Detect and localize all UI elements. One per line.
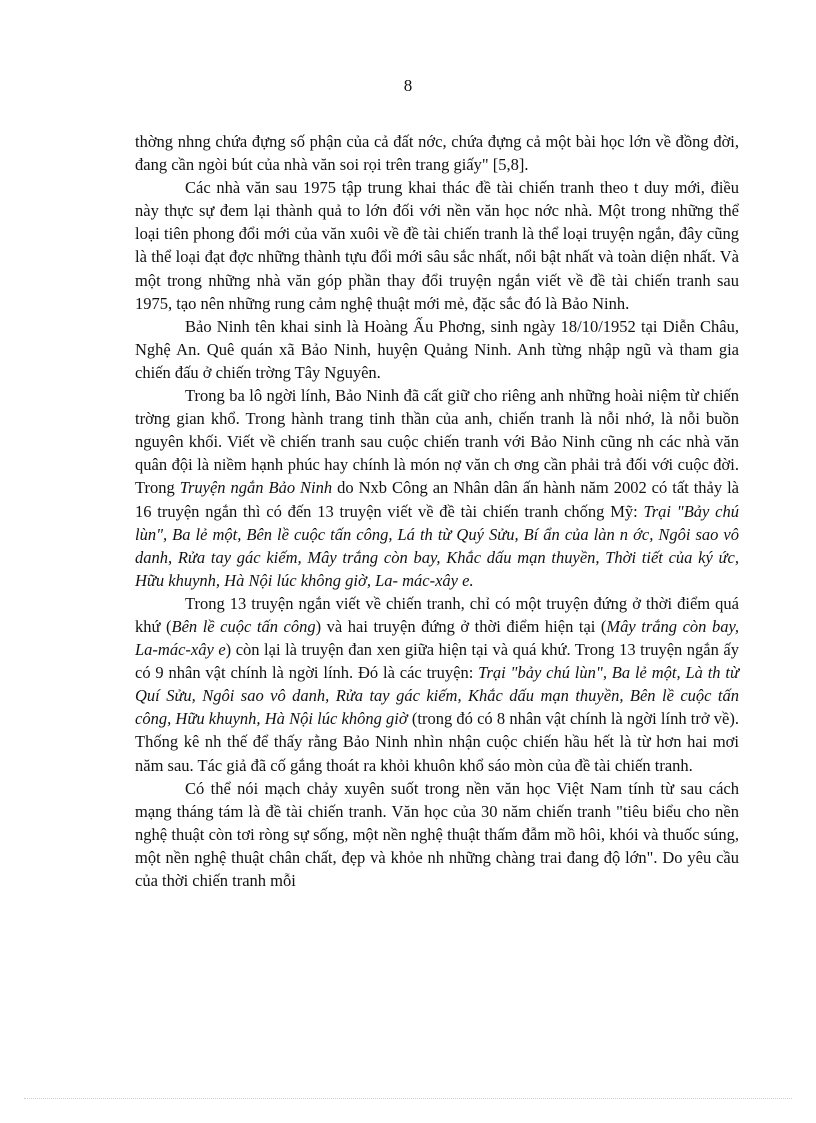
body-text-segment: ) còn lại là truyện đan xen giữa hiện tại và quá khứ. Trong 13 truyện ngắn ấy có 9 nhân vật chính là ngời lính. Đó là các truyện: — [135, 640, 739, 683]
italic-title-text: Mây trắng còn bay, La-mác-xây e — [135, 616, 740, 660]
page-number: 8 — [403, 76, 413, 95]
paragraph-war-literature — [135, 777, 739, 892]
body-text-segment: (trong đó có 8 nhân vật chính là ngời lính trở về). Thống kê nh thế để thấy rằng Bảo Ninh nhìn nhận cuộc chiến hầu hết là từ hơn hai mơi năm sau. Tác giả đã cố gắng thoát ra khỏi khuôn khổ sáo mòn của đề tài chiến tranh. — [135, 709, 739, 775]
paragraph-stories — [135, 592, 739, 777]
body-text-segment: Bảo Ninh tên khai sinh là Hoàng Ấu Phơng, sinh ngày 18/10/1952 tại Diễn Châu, Nghệ An. Quê quán xã Bảo Ninh, huyện Quảng Ninh. Anh từng nhập ngũ và tham gia chiến đấu ở chiến trờng Tây Nguyên. — [135, 316, 739, 382]
italic-title-text: Truyện ngắn Bảo Ninh — [179, 478, 333, 498]
paragraph-biography — [135, 315, 739, 384]
body-text-segment: Trong ba lô ngời lính, Bảo Ninh đã cất giữ cho riêng anh những hoài niệm từ chiến trờng gian khổ. Trong hành trang tinh thần của anh, chiến tranh là nỗi nhớ, là nỗi buồn nguyên khối. Viết về chiến tranh sau cuộc chiến tranh với Bảo Ninh cũng nh các nhà văn quân đội là niềm hạnh phúc hay chính là món nợ văn ch ơng cần phải trả đối với cuộc đời. Trong — [135, 386, 739, 498]
body-text-segment: thờng nhng chứa đựng số phận của cả đất nớc, chứa đựng cả một bài học lớn về đồng đời, đang cần ngòi bút của nhà văn soi rọi trên trang giấy" [5,8]. — [135, 132, 739, 175]
body-text-segment: Có thể nói mạch chảy xuyên suốt trong nền văn học Việt Nam tính từ sau cách mạng tháng tám là đề tài chiến tranh. Văn học của 30 năm chiến tranh "tiêu biểu cho nền nghệ thuật còn tơi ròng sự sống, một nền nghệ thuật thấm đẫm mồ hôi, khói và thuốc súng, một nền nghệ thuật chân chất, đẹp và khỏe nh những chàng trai đang độ lớn". Do yêu cầu của thời chiến tranh mỗi — [135, 778, 739, 890]
page-bottom-rule — [24, 1098, 792, 1099]
body-text-segment: Trong 13 truyện ngắn viết về chiến tranh, chỉ có một truyện đứng ở thời điểm quá khứ ( — [135, 593, 739, 636]
body-text-segment: do Nxb Công an Nhân dân ấn hành năm 2002 có tất thảy là 16 truyện ngắn thì có đến 13 truyện viết về đề tài chiến tranh chống Mỹ: — [135, 478, 739, 521]
paragraph-continuation — [135, 130, 739, 176]
body-text — [135, 130, 739, 892]
italic-title-text: Bên lề cuộc tấn công — [171, 616, 316, 636]
italic-title-text: Trại "bảy chú lùn", Ba lẻ một, Là th từ Quí Sửu, Ngôi sao vô danh, Rửa tay gác kiếm, Khắc dấu mạn thuyền, Bên lề cuộc tấn công, Hữu khuynh, Hà Nội lúc không giờ — [135, 663, 739, 729]
paragraph-memories — [135, 384, 739, 592]
body-text-segment: Các nhà văn sau 1975 tập trung khai thác đề tài chiến tranh theo t duy mới, điều này thực sự đem lại thành quả to lớn đối với nền văn học nớc nhà. Một trong những thể loại tiên phong đổi mới của văn xuôi về đề tài chiến tranh là thể loại truyện ngắn, đây cũng là thể loại đạt đợc những thành tựu đổi mới sâu sắc nhất, nổi bật nhất và toàn diện nhất. Và một trong những nhà văn góp phần thay đổi truyện ngắn viết về đề tài chiến tranh sau 1975, tạo nên những rung cảm nghệ thuật mới mẻ, đặc sắc đó là Bảo Ninh. — [135, 178, 739, 313]
paragraph-post-1975 — [135, 176, 739, 315]
italic-title-text: Trại "Bảy chú lùn", Ba lẻ một, Bên lề cuộc tấn công, Lá th từ Quý Sửu, Bí ẩn của làn n ớc, Ngôi sao vô danh, Rửa tay gác kiếm, Mây trắng còn bay, Khắc dấu mạn thuyền, Thời tiết của ký ức, Hữu khuynh, Hà Nội lúc không giờ, La- mác-xây e. — [135, 501, 739, 590]
body-text-segment: ) và hai truyện đứng ở thời điểm hiện tại ( — [315, 616, 607, 636]
